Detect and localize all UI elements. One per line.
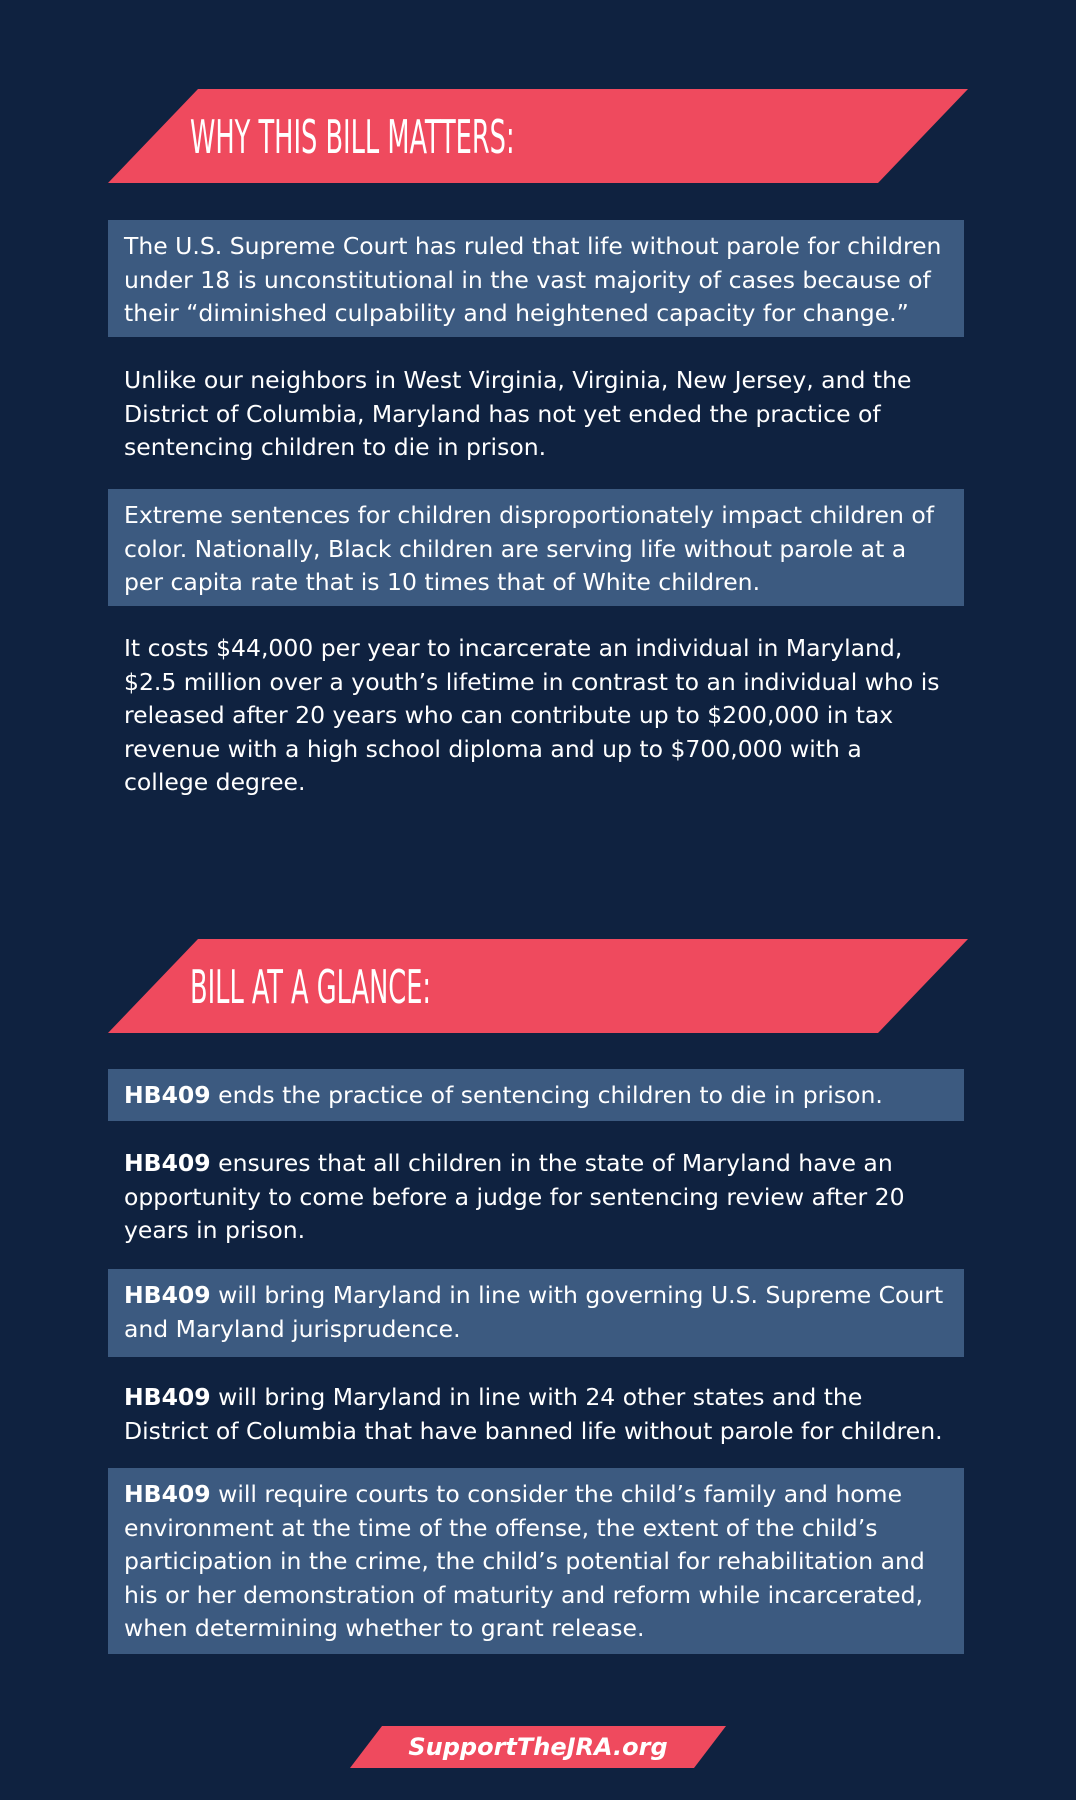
glance-item-3-text — [124, 1279, 948, 1346]
why-paragraph-2-text: Unlike our neighbors in West Virginia, Virginia, New Jersey, and the District of Columbia, Maryland has not yet ended the practice of sentencing children to die in prison. — [124, 366, 912, 461]
why-paragraph-2 — [108, 354, 964, 471]
glance-item-1 — [108, 1069, 964, 1121]
glance-section-title: BILL AT A GLANCE: — [190, 960, 432, 1014]
glance-item-text: will bring Maryland in line with governing U.S. Supreme Court and Maryland jurisprudence. — [124, 1281, 944, 1343]
glance-item-2 — [108, 1137, 964, 1254]
glance-item-text: ensures that all children in the state of Maryland have an opportunity to come before a judge for sentencing review after 20 years in prison. — [124, 1149, 905, 1244]
footer-url-ribbon — [350, 1726, 726, 1768]
glance-item-text: will require courts to consider the child’s family and home environment at the time of the offense, the extent of the child’s participation in the crime, the child’s potential for rehabilitation and his or her demonstration of maturity and reform while incarcerated, when determining whether to grant release. — [124, 1480, 925, 1642]
bill-number: HB409 — [124, 1480, 211, 1508]
bill-number: HB409 — [124, 1081, 211, 1109]
why-paragraph-3-text: Extreme sentences for children disproportionately impact children of color. Nationally, Black children are serving life without parole at a per capita rate that is 10 times that of White children. — [124, 501, 935, 596]
glance-item-3 — [108, 1269, 964, 1357]
why-section-title: WHY THIS BILL MATTERS: — [190, 110, 515, 164]
footer-url[interactable]: SupportTheJRA.org — [408, 1733, 668, 1761]
bill-number: HB409 — [124, 1383, 211, 1411]
why-paragraph-4 — [108, 622, 964, 806]
bill-number: HB409 — [124, 1281, 211, 1309]
bill-number: HB409 — [124, 1149, 211, 1177]
glance-item-5 — [108, 1468, 964, 1654]
glance-item-5-text — [124, 1478, 948, 1646]
why-paragraph-1 — [108, 220, 964, 337]
glance-item-text: ends the practice of sentencing children to die in prison. — [210, 1081, 883, 1109]
why-banner — [108, 89, 968, 183]
glance-item-text: will bring Maryland in line with 24 other states and the District of Columbia that have banned life without parole for children. — [124, 1383, 943, 1445]
why-paragraph-4-text: It costs $44,000 per year to incarcerate an individual in Maryland, $2.5 million over a youth’s lifetime in contrast to an individual who is released after 20 years who can contribute up to $200,000 in tax revenue with a high school diploma and up to $700,000 with a college degree. — [124, 634, 940, 796]
glance-item-1-text — [124, 1079, 948, 1113]
glance-item-4 — [108, 1371, 964, 1459]
glance-item-2-text — [124, 1147, 948, 1248]
why-paragraph-3 — [108, 489, 964, 606]
glance-item-4-text — [124, 1381, 948, 1448]
glance-banner — [108, 939, 968, 1033]
why-paragraph-1-text: The U.S. Supreme Court has ruled that life without parole for children under 18 is unconstitutional in the vast majority of cases because of their “diminished culpability and heightened capacity for change.” — [124, 232, 942, 327]
